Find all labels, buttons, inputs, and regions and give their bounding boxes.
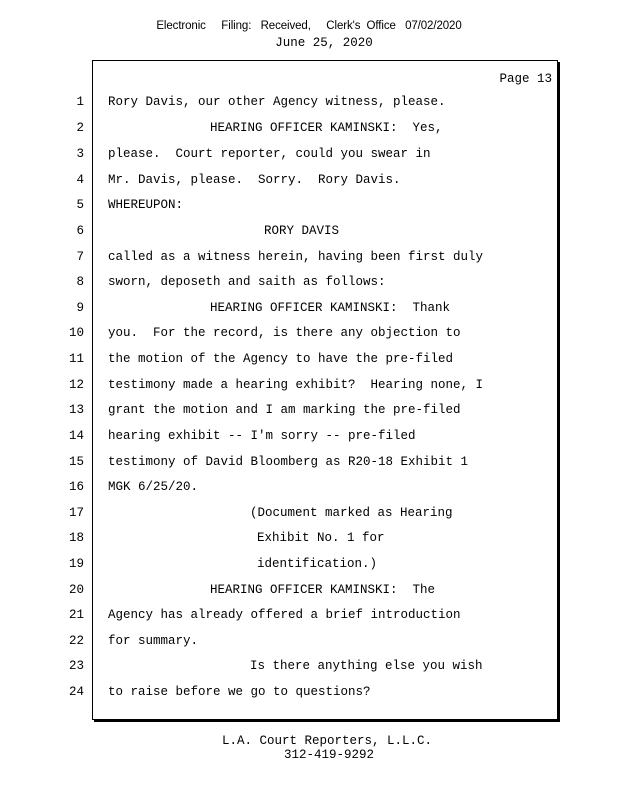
line-number: 14 — [68, 429, 84, 443]
line-number: 16 — [68, 480, 84, 494]
line-number: 20 — [68, 583, 84, 597]
line-number: 5 — [76, 198, 84, 212]
transcript-line: HEARING OFFICER KAMINSKI: The — [210, 583, 436, 597]
transcript-line: testimony of David Bloomberg as R20-18 Exhibit 1 — [108, 455, 469, 469]
transcript-line: WHEREUPON: — [108, 198, 184, 212]
line-number: 17 — [68, 506, 84, 520]
transcript-line: RORY DAVIS — [264, 224, 340, 238]
court-reporter-phone: 312-419-9292 — [283, 748, 374, 762]
line-number: 4 — [76, 173, 84, 187]
transcript-line: grant the motion and I am marking the pre-filed — [108, 403, 461, 417]
transcript-line: the motion of the Agency to have the pre-filed — [108, 352, 454, 366]
line-number: 10 — [68, 326, 84, 340]
line-number: 6 — [76, 224, 84, 238]
filing-stamp: Electronic Filing: Received, Clerk's Office 07/02/2020 — [156, 20, 462, 32]
line-number: 8 — [76, 275, 84, 289]
transcript-line: hearing exhibit -- I'm sorry -- pre-filed — [108, 429, 416, 443]
transcript-line: Exhibit No. 1 for — [257, 531, 385, 545]
transcript-line: to raise before we go to questions? — [108, 685, 371, 699]
line-number: 11 — [68, 352, 84, 366]
court-reporter-name: L.A. Court Reporters, L.L.C. — [221, 734, 433, 748]
line-number: 7 — [76, 250, 84, 264]
line-number: 19 — [68, 557, 84, 571]
transcript-line: (Document marked as Hearing — [250, 506, 453, 520]
line-number: 18 — [68, 531, 84, 545]
line-number: 21 — [68, 608, 84, 622]
line-number: 9 — [76, 301, 84, 315]
transcript-line: sworn, deposeth and saith as follows: — [108, 275, 386, 289]
transcript-line: please. Court reporter, could you swear in — [108, 147, 431, 161]
line-number: 23 — [68, 659, 84, 673]
line-number: 2 — [76, 121, 84, 135]
line-number: 15 — [68, 455, 84, 469]
line-number: 13 — [68, 403, 84, 417]
transcript-line: Agency has already offered a brief introduction — [108, 608, 461, 622]
transcript-line: MGK 6/25/20. — [108, 480, 199, 494]
transcript-line: identification.) — [257, 557, 378, 571]
transcript-date: June 25, 2020 — [275, 36, 373, 50]
page-number: Page 13 — [499, 72, 552, 86]
line-number: 12 — [68, 378, 84, 392]
line-number: 22 — [68, 634, 84, 648]
transcript-line: testimony made a hearing exhibit? Hearing none, I — [108, 378, 484, 392]
line-number: 3 — [76, 147, 84, 161]
transcript-line: Is there anything else you wish — [250, 659, 483, 673]
transcript-line: for summary. — [108, 634, 199, 648]
transcript-line: HEARING OFFICER KAMINSKI: Yes, — [210, 121, 443, 135]
transcript-line: Rory Davis, our other Agency witness, please. — [108, 95, 446, 109]
line-number: 1 — [76, 95, 84, 109]
transcript-line: you. For the record, is there any objection to — [108, 326, 461, 340]
line-number: 24 — [68, 685, 84, 699]
transcript-line: HEARING OFFICER KAMINSKI: Thank — [210, 301, 451, 315]
transcript-line: Mr. Davis, please. Sorry. Rory Davis. — [108, 173, 401, 187]
transcript-line: called as a witness herein, having been first duly — [108, 250, 484, 264]
